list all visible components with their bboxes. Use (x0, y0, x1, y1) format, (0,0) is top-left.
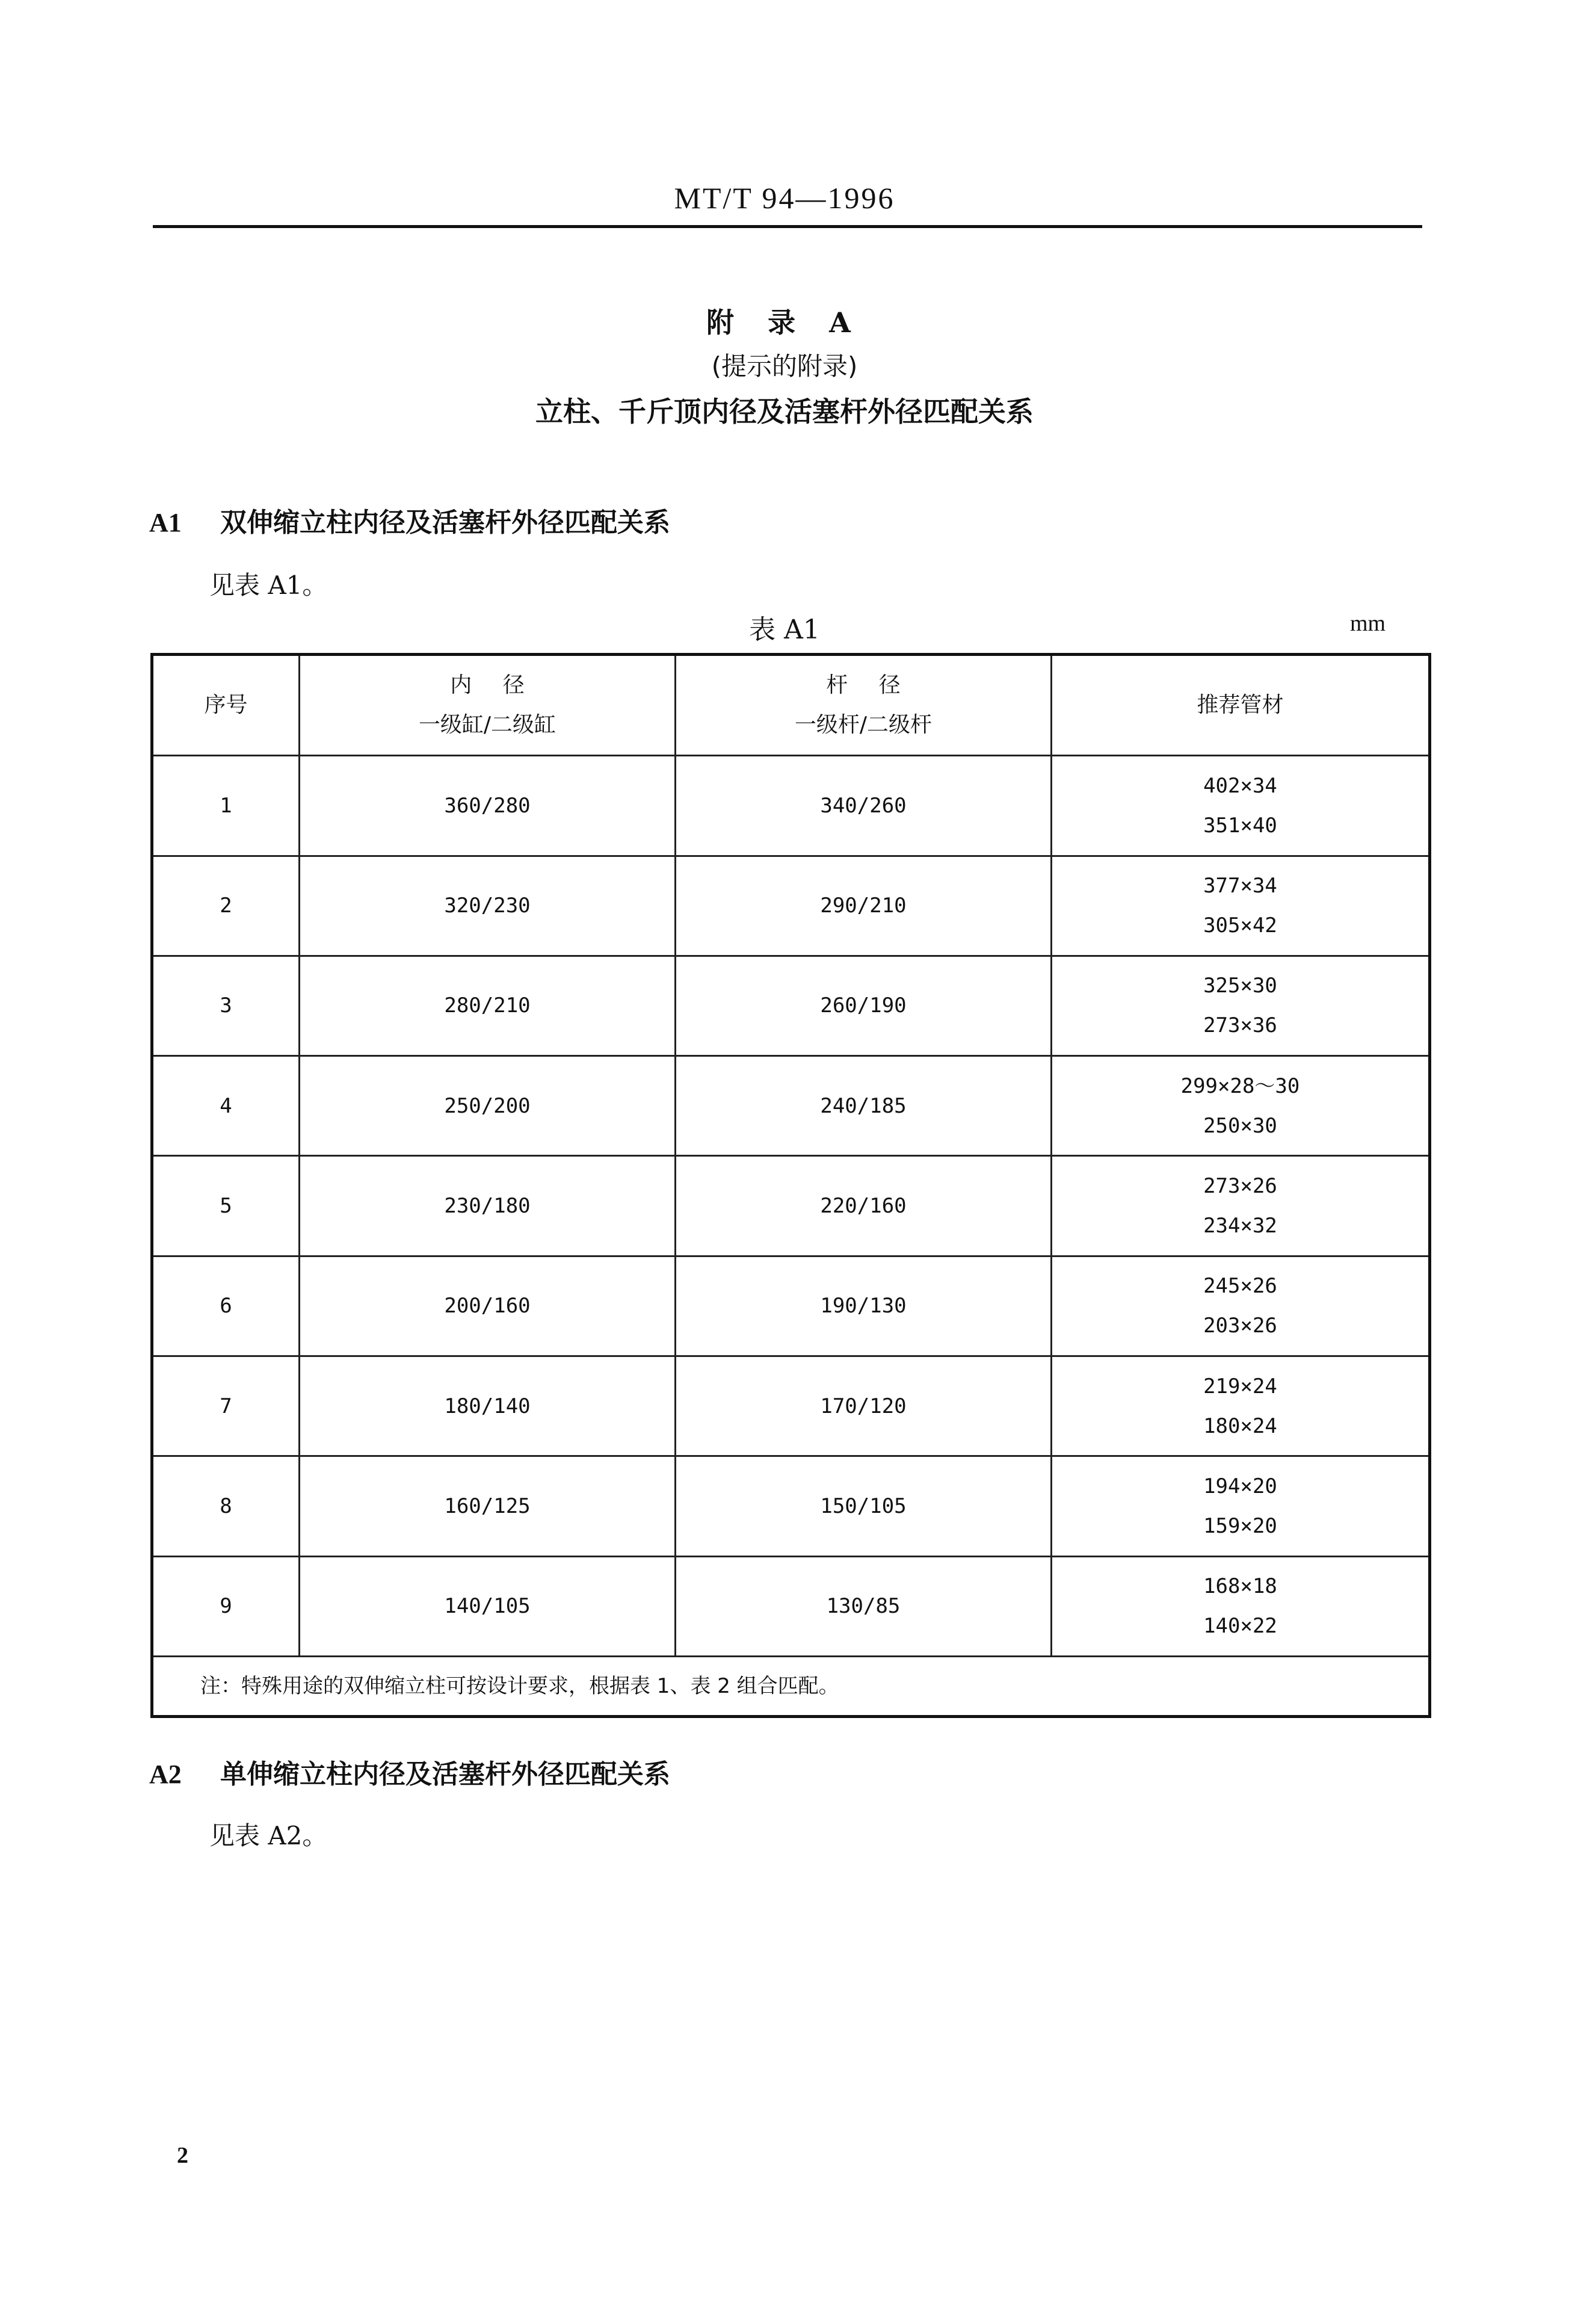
table-row (152, 1556, 1430, 1656)
cell-bore: 160/125 (300, 1456, 676, 1556)
tube-option-2: 273×36 (1203, 1013, 1277, 1038)
cell-bore: 320/230 (300, 856, 676, 956)
see-table-a2: 见表 A2。 (209, 1821, 328, 1850)
cell-tube (1052, 956, 1430, 1055)
table-note-row (152, 1656, 1430, 1716)
tube-option-2: 159×20 (1203, 1513, 1277, 1538)
cell-seq: 1 (152, 756, 300, 856)
cell-bore: 180/140 (300, 1356, 676, 1456)
cell-bore: 250/200 (300, 1056, 676, 1156)
tube-option-2: 351×40 (1203, 813, 1277, 838)
tube-option-1: 245×26 (1203, 1274, 1277, 1299)
cell-tube (1052, 1156, 1430, 1256)
tube-option-2: 180×24 (1203, 1414, 1277, 1438)
header-seq: 序号 (152, 655, 300, 756)
cell-tube (1052, 756, 1430, 856)
header-rod-sub: 一级杆/二级杆 (794, 712, 932, 738)
cell-rod: 150/105 (676, 1456, 1052, 1556)
header-bore-label: 内 径 (450, 673, 525, 698)
cell-rod: 240/185 (676, 1056, 1052, 1156)
header-rod-label: 杆 径 (826, 673, 901, 698)
cell-seq: 6 (152, 1256, 300, 1356)
cell-rod: 130/85 (676, 1556, 1052, 1656)
see-table-a1: 见表 A1。 (209, 570, 328, 600)
table-row (152, 1156, 1430, 1256)
table-row (152, 1356, 1430, 1456)
section-number: A1 (149, 508, 182, 537)
cell-bore: 360/280 (300, 756, 676, 856)
table-caption: 表 A1 (749, 614, 820, 645)
standard-code-header: MT/T 94—1996 (674, 181, 895, 215)
tube-option-2: 234×32 (1203, 1214, 1277, 1238)
header-tube: 推荐管材 (1052, 655, 1430, 756)
cell-tube (1052, 856, 1430, 956)
header-rod (676, 655, 1052, 756)
table-row (152, 756, 1430, 856)
page-number: 2 (177, 2143, 188, 2168)
table-a1 (150, 653, 1431, 1718)
cell-seq: 4 (152, 1056, 300, 1156)
cell-bore: 200/160 (300, 1256, 676, 1356)
cell-bore: 230/180 (300, 1156, 676, 1256)
cell-rod: 220/160 (676, 1156, 1052, 1256)
section-a2-heading (149, 1752, 670, 1791)
cell-seq: 7 (152, 1356, 300, 1456)
tube-option-1: 402×34 (1203, 773, 1277, 798)
cell-seq: 9 (152, 1556, 300, 1656)
table-row (152, 956, 1430, 1055)
cell-rod: 290/210 (676, 856, 1052, 956)
cell-seq: 8 (152, 1456, 300, 1556)
table-row (152, 1056, 1430, 1156)
cell-seq: 5 (152, 1156, 300, 1256)
table-unit: mm (1350, 611, 1386, 636)
tube-option-1: 168×18 (1203, 1574, 1277, 1599)
tube-option-1: 273×26 (1203, 1174, 1277, 1199)
cell-rod: 340/260 (676, 756, 1052, 856)
table-header-row (152, 655, 1430, 756)
header-rule (153, 225, 1422, 228)
cell-rod: 260/190 (676, 956, 1052, 1055)
cell-tube (1052, 1256, 1430, 1356)
table-row (152, 1456, 1430, 1556)
appendix-label: 附 录 A (706, 306, 863, 339)
header-bore (300, 655, 676, 756)
cell-seq: 3 (152, 956, 300, 1055)
tube-option-2: 305×42 (1203, 913, 1277, 938)
section-a1-heading (149, 501, 670, 539)
table-row (152, 1256, 1430, 1356)
cell-seq: 2 (152, 856, 300, 956)
tube-option-2: 203×26 (1203, 1314, 1277, 1338)
tube-option-1: 219×24 (1203, 1374, 1277, 1398)
table-note: 注：特殊用途的双伸缩立柱可按设计要求，根据表 1、表 2 组合匹配。 (152, 1656, 1430, 1716)
appendix-hint: (提示的附录) (711, 351, 858, 381)
cell-tube (1052, 1056, 1430, 1156)
tube-option-2: 250×30 (1203, 1113, 1277, 1138)
cell-bore: 280/210 (300, 956, 676, 1055)
cell-tube (1052, 1356, 1430, 1456)
cell-rod: 190/130 (676, 1256, 1052, 1356)
cell-bore: 140/105 (300, 1556, 676, 1656)
appendix-title: 立柱、千斤顶内径及活塞杆外径匹配关系 (535, 395, 1034, 428)
table-row (152, 856, 1430, 956)
cell-tube (1052, 1556, 1430, 1656)
tube-option-1: 325×30 (1203, 974, 1277, 998)
header-bore-sub: 一级缸/二级缸 (418, 712, 556, 738)
cell-tube (1052, 1456, 1430, 1556)
section-title: 双伸缩立柱内径及活塞杆外径匹配关系 (220, 507, 670, 538)
tube-option-1: 194×20 (1203, 1474, 1277, 1498)
section-number: A2 (149, 1760, 182, 1789)
tube-option-1: 299×28～30 (1180, 1074, 1300, 1098)
tube-option-2: 140×22 (1203, 1614, 1277, 1639)
section-title: 单伸缩立柱内径及活塞杆外径匹配关系 (220, 1759, 670, 1790)
tube-option-1: 377×34 (1203, 874, 1277, 898)
cell-rod: 170/120 (676, 1356, 1052, 1456)
